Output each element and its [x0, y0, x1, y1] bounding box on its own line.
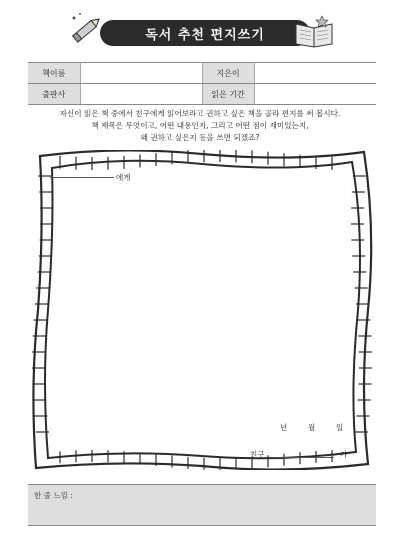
book-icon — [292, 14, 336, 48]
table-row — [28, 63, 376, 84]
impression-box[interactable] — [28, 484, 376, 526]
author-field[interactable] — [254, 63, 376, 84]
sender-suffix: 가 — [340, 450, 348, 459]
date-day-label: 일 — [336, 423, 344, 432]
table-row — [28, 84, 376, 105]
recipient-line[interactable] — [50, 177, 114, 178]
book-title-label: 책이름 — [28, 63, 80, 84]
instruction-line: 책 제목은 무엇이고, 어떤 내용인지, 그리고 어떤 점이 재미있는지, — [91, 121, 309, 130]
title-banner — [100, 20, 310, 46]
instructions — [20, 108, 380, 144]
page-title: 독서 추천 편지쓰기 — [145, 27, 265, 43]
impression-label: 한 줄 느낌 : — [34, 491, 73, 500]
recipient-suffix: 에게 — [116, 173, 131, 182]
date-year-label: 년 — [280, 423, 288, 432]
book-info-table — [28, 62, 376, 105]
publisher-label: 출판사 — [28, 84, 80, 105]
sender-line[interactable] — [272, 457, 334, 458]
sender-label: 친구 — [250, 450, 265, 459]
author-label: 지은이 — [202, 63, 254, 84]
instruction-line: 자신이 읽은 책 중에서 친구에게 읽어보라고 권하고 싶은 책을 골라 편지를 써 봅시다. — [59, 109, 341, 118]
letter-date — [280, 422, 343, 433]
date-month-label: 월 — [308, 423, 316, 432]
book-title-field[interactable] — [80, 63, 202, 84]
reading-period-label: 읽은 기간 — [202, 84, 254, 105]
reading-period-field[interactable] — [254, 84, 376, 105]
instruction-line: 왜 권하고 싶은지 등을 쓰면 되겠죠? — [140, 133, 260, 142]
publisher-field[interactable] — [80, 84, 202, 105]
